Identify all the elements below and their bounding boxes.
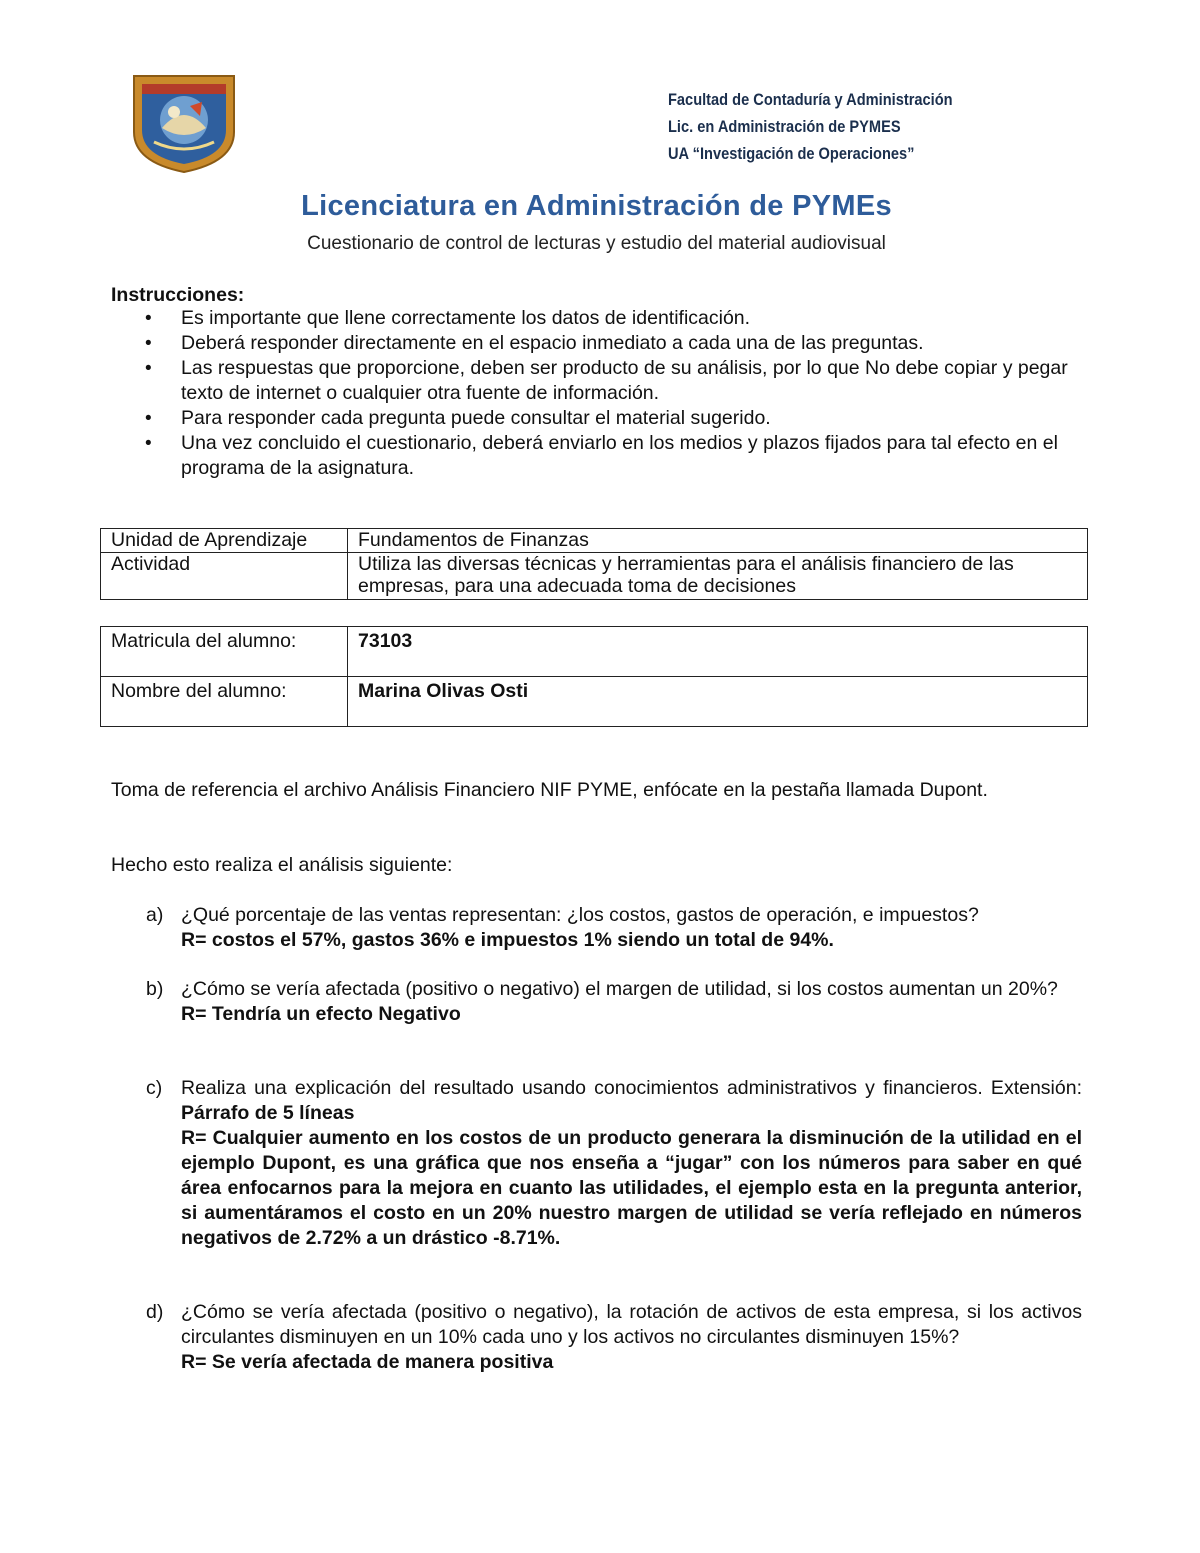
question-letter: b) bbox=[146, 978, 164, 1000]
student-name-label: Nombre del alumno: bbox=[101, 677, 348, 727]
reference-paragraph: Toma de referencia el archivo Análisis Financiero NIF PYME, enfócate en la pestaña llamada Dupont. bbox=[111, 779, 988, 801]
faculty-header bbox=[668, 86, 953, 167]
question-text bbox=[181, 1076, 1082, 1126]
question-b bbox=[111, 977, 1082, 1027]
instruction-item: • Una vez concluido el cuestionario, deberá enviarlo en los medios y plazos fijados para tal efecto en el programa de la asignatura. bbox=[111, 431, 1071, 481]
faculty-line-3: UA “Investigación de Operaciones” bbox=[668, 144, 915, 163]
table-row bbox=[101, 677, 1088, 727]
table-row bbox=[101, 552, 1088, 599]
answer-text: R= Cualquier aumento en los costos de un producto generara la disminución de la utilidad en el ejemplo Dupont, es una gráfica que nos enseña a “jugar” con los números para saber en qué área enfocarnos para la mejora en cuanto las utilidades, el ejemplo esta en la pregunta anterior, si aumentáramos el costo en un 20% nuestro margen de utilidad se vería reflejado en números negativos de 2.72% a un drástico -8.71%. bbox=[181, 1127, 1082, 1249]
page-title: Licenciatura en Administración de PYMEs bbox=[301, 190, 892, 222]
question-d bbox=[111, 1300, 1082, 1375]
faculty-line-2: Lic. en Administración de PYMES bbox=[668, 117, 901, 136]
unit-label: Unidad de Aprendizaje bbox=[101, 529, 348, 553]
answer-text: R= Se vería afectada de manera positiva bbox=[181, 1351, 554, 1373]
student-info-table bbox=[100, 626, 1088, 727]
answer-text: R= costos el 57%, gastos 36% e impuestos 1% siendo un total de 94%. bbox=[181, 929, 834, 951]
faculty-line-1: Facultad de Contaduría y Administración bbox=[668, 90, 953, 109]
intro-paragraph: Hecho esto realiza el análisis siguiente: bbox=[111, 854, 453, 876]
question-letter: c) bbox=[146, 1077, 163, 1099]
instruction-item: • Deberá responder directamente en el espacio inmediato a cada una de las preguntas. bbox=[111, 331, 1071, 356]
activity-value: Utiliza las diversas técnicas y herramientas para el análisis financiero de las empresas, para una adecuada toma de decisiones bbox=[348, 552, 1088, 599]
instructions-heading: Instrucciones: bbox=[111, 284, 245, 306]
question-letter: d) bbox=[146, 1301, 164, 1323]
instruction-item: • Para responder cada pregunta puede consultar el material sugerido. bbox=[111, 406, 1071, 431]
table-row bbox=[101, 627, 1088, 677]
instructions-list bbox=[111, 306, 1071, 481]
student-name-value: Marina Olivas Osti bbox=[348, 677, 1088, 727]
unit-activity-table bbox=[100, 528, 1088, 600]
question-text-regular: Realiza una explicación del resultado usando conocimientos administrativos y financieros. Extensión: bbox=[181, 1077, 1082, 1099]
answer-text: R= Tendría un efecto Negativo bbox=[181, 1003, 461, 1025]
instruction-item: • Es importante que llene correctamente los datos de identificación. bbox=[111, 306, 1071, 331]
student-id-label: Matricula del alumno: bbox=[101, 627, 348, 677]
university-seal-logo bbox=[130, 72, 238, 174]
question-text-bold: Párrafo de 5 líneas bbox=[181, 1102, 355, 1124]
unit-value: Fundamentos de Finanzas bbox=[348, 529, 1088, 553]
seal-emblem-icon bbox=[130, 72, 238, 174]
question-text: ¿Cómo se vería afectada (positivo o negativo) el margen de utilidad, si los costos aumentan un 20%? bbox=[181, 978, 1058, 1000]
student-id-value: 73103 bbox=[348, 627, 1088, 677]
question-text: ¿Cómo se vería afectada (positivo o negativo), la rotación de activos de esta empresa, si los activos circulantes disminuyen en un 10% cada uno y los activos no circulantes disminuyen 15%? bbox=[181, 1301, 1082, 1348]
question-a bbox=[111, 903, 1082, 953]
question-c bbox=[111, 1076, 1082, 1251]
question-text: ¿Qué porcentaje de las ventas representan: ¿los costos, gastos de operación, e impuestos? bbox=[181, 904, 979, 926]
page-subtitle: Cuestionario de control de lecturas y estudio del material audiovisual bbox=[307, 233, 886, 254]
activity-label: Actividad bbox=[101, 552, 348, 599]
question-letter: a) bbox=[146, 904, 164, 926]
table-row bbox=[101, 529, 1088, 553]
instruction-item: • Las respuestas que proporcione, deben ser producto de su análisis, por lo que No debe copiar y pegar texto de internet o cualquier otra fuente de información. bbox=[111, 356, 1071, 406]
